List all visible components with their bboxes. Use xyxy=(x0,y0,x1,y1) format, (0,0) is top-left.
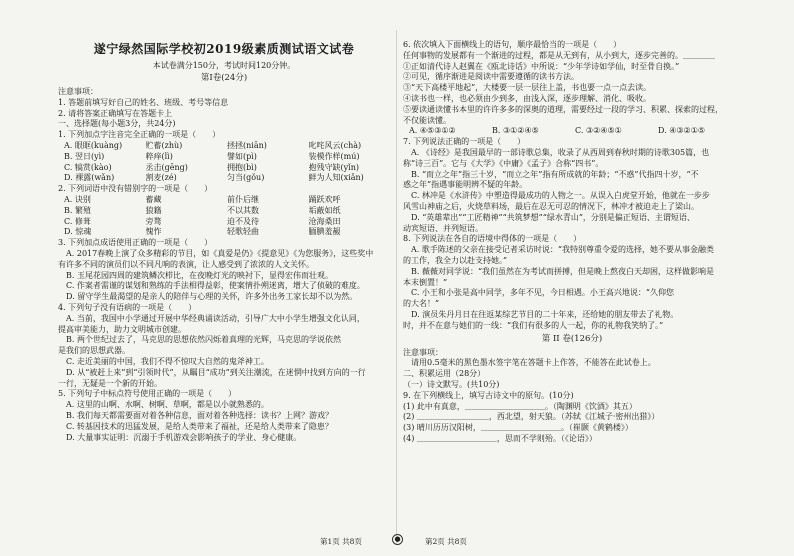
part-one-heading: 第Ⅰ卷(24分) xyxy=(200,73,248,83)
question-4-line: 是我们的思想武器。 xyxy=(58,346,130,356)
question-8-line: 的工作，我全力以赴支持她。” xyxy=(403,255,508,265)
option-cell: 旁骛 xyxy=(145,216,162,226)
question-6-stem: 6. 依次填入下面横线上的语句，顺序最恰当的一项是（ ） xyxy=(403,40,622,49)
question-5-line: D. 大量事实证明：沉溺于手机游戏会影响孩子的学业、身心健康。 xyxy=(66,432,302,442)
option-cell: 抱残守缺(yǐn) xyxy=(308,162,359,172)
question-9-line: (1) 此中有真意，＿＿＿＿＿＿＿＿＿＿。（陶渊明《饮酒》其五） xyxy=(403,401,637,411)
question-4-line: C. 走近美丽的中国，我们不得不惊叹大自然的鬼斧神工。 xyxy=(66,356,269,366)
option-cell: 腼腆羞赧 xyxy=(308,227,341,237)
option-cell: 迫不及待 xyxy=(227,216,259,226)
question-6-option-row xyxy=(403,126,741,137)
exam-page-2 xyxy=(403,40,741,532)
option-cell: 贮蓄(zhù) xyxy=(145,140,183,150)
option-cell: 狼籍 xyxy=(145,205,162,215)
option-cell: 蓄藏 xyxy=(145,194,162,204)
question-7-line: 动宾短语、并列短语。 xyxy=(403,223,483,233)
page-1-footer: 第1页 共8页 xyxy=(320,537,362,546)
option-cell: 轻歌轻曲 xyxy=(227,227,259,237)
question-9-line: (2) ＿＿＿＿＿＿＿＿＿，西北望，射天狼。（苏轼《江城子·密州出猎》） xyxy=(403,412,660,422)
question-9-stem: 9. 在下列横线上，填写古诗文中的原句。(10分) xyxy=(403,390,574,400)
question-7-line: B. “而立之年”指三十岁，“而立之年”指有所成就的年龄；“不惑”代指四十岁，“不 xyxy=(411,169,699,179)
question-8-line: C. 小王和小张是高中同学，多年不见，今日相遇。小王高兴地说：“久仰您 xyxy=(411,288,675,298)
option-cell: 譬如(pì) xyxy=(227,151,257,161)
option-cell: 垢蔽如纸 xyxy=(308,205,341,215)
question-2-option-row xyxy=(58,206,390,217)
question-8-line: 的大名！” xyxy=(403,299,440,309)
option-cell: 踊跃欢呼 xyxy=(308,194,341,204)
question-1-option-row xyxy=(58,141,390,152)
question-5-line: C. 转基因技术的迅猛发展，是给人类带来了福祉，还是给人类带来了隐患？ xyxy=(66,421,333,431)
question-8-line: D. 演员朱丹月日在往返某综艺节目的二十年来，还给她的朋友带去了礼物。 xyxy=(411,309,679,319)
option-cell: 叱咤风云(chà) xyxy=(308,140,362,150)
part-two-heading: 第 II 卷(126分) xyxy=(541,333,603,344)
question-3-line: A. 2017春晚上演了众多精彩的节目，如《真爱是仍》《提意见》《为您服务》，这些奖中 xyxy=(66,248,374,258)
question-3-line: D. 留守学生最渴望的是亲人的陪伴与心理的关怀，许多外出务工家长却不以为然。 xyxy=(66,292,358,302)
option-cell: D. 惊魂 xyxy=(64,227,92,237)
question-3-line: B. 玉尾花园四周的建筑鳞次栉比，在夜晚灯光的映衬下，显得宏伟而壮观。 xyxy=(66,270,333,280)
question-4-line: D. 从“被赶上来”到“引领时代”，从瞩目“成功”到关注潮流，在迷惘中找到方向的一行 xyxy=(66,367,366,377)
question-7-line: C. 林冲是《水浒传》中塑造得最成功的人物之一。从误入白虎堂开始，他就在一步步 xyxy=(411,191,710,201)
note-item: 1. 答题前填写好自己的姓名、班级、考号等信息 xyxy=(58,97,229,107)
option-cell: C. ③②④⑤① xyxy=(575,126,622,136)
option-cell: C. 犒赏(kào) xyxy=(64,162,112,172)
sub-section-heading: （一）诗文默写。(共10分) xyxy=(403,379,500,389)
question-4-line: 一行，无疑是一个新的开始。 xyxy=(58,378,162,388)
question-6-line: ④读书也一样，也必须由少到多，由浅入深，逐步理解、消化、吸收。 xyxy=(403,93,651,103)
option-cell: 粹痒(lì) xyxy=(145,151,173,161)
question-5-line: B. 我们每天都需要面对着各种信息，面对着各种选择：读书？上网？游戏？ xyxy=(66,410,333,420)
question-8-line: 时，并不在意与她们的一线：“我们有很多的人一起，你的礼物我笑纳了。” xyxy=(403,320,664,330)
question-7-stem: 7. 下列说法正确的一项是（ ） xyxy=(403,137,526,147)
question-4-line: 提高审美能力，助力文明城市创建。 xyxy=(58,324,186,334)
question-6-line: ①正如清代诗人赵翼在《瓯北诗话》中所说：“少年学诗如学仙，时至骨自换。” xyxy=(403,61,680,71)
option-cell: 拥抱(bì) xyxy=(227,162,257,172)
question-8-stem: 8. 下列说法在各自的语境中得体的一项是（ ） xyxy=(403,234,582,244)
question-4-line: A. 当前，我国中小学通过开展中华经典诵读活动，引导广大中小学生增强文化认同， xyxy=(66,313,365,323)
option-cell: 沧海桑田 xyxy=(308,216,341,226)
option-cell: D. 裸露(wǎn) xyxy=(64,173,115,183)
option-cell: A. 眼眶(kuàng) xyxy=(64,140,123,150)
option-cell: A. ④⑤③①② xyxy=(409,126,456,136)
option-cell: B. 繁殖 xyxy=(64,205,91,215)
question-2-option-row xyxy=(58,217,390,228)
question-9-line: (3) 晴川历历汉阳树，＿＿＿＿＿＿＿＿＿＿。（崔颢《黄鹤楼》） xyxy=(403,423,633,433)
option-cell: 匀当(gǒu) xyxy=(227,173,265,183)
question-2-option-row xyxy=(58,227,390,238)
notes-text: 请用0.5毫米的黑色墨水签字笔在答题卡上作答，不能答在此试卷上。 xyxy=(411,358,656,368)
question-5-line: A. 这里的山啊、水啊、树啊、草啊，都是以小就熟悉的。 xyxy=(66,400,269,410)
question-6-line: 不仅能读懂。 xyxy=(403,115,451,125)
note-item: 2. 请将答案正确填写在答题卡上 xyxy=(58,108,173,118)
option-cell: 不以其数 xyxy=(227,205,259,215)
option-cell: 拯拯(niān) xyxy=(227,140,267,150)
question-6-line: ②可见，循序渐进是阅读中需要遵循的读书方法。 xyxy=(403,72,579,82)
question-3-line: C. 作案者需谨的谋划和熟练的手法相得益彰，使案情扑朔迷离，增大了侦破的难度。 xyxy=(66,281,365,291)
question-2-option-row xyxy=(58,195,390,206)
question-8-line: B. 薇薇对同学说：“我们虽然在为考试而拼搏，但是晚上熬夜白天却困，这样做影响是 xyxy=(411,266,715,276)
section-two-heading: 二、积累运用（28分） xyxy=(403,369,486,379)
section-one-heading: 一、选择题(每小题3分，共24分) xyxy=(58,119,176,129)
option-cell: C. 修葺 xyxy=(64,216,91,226)
question-6-line: ⑤要读通读懂书本里的许许多多的深奥的道理，需要经过一段的学习、积累、探索的过程， xyxy=(403,104,723,114)
question-3-stem: 3. 下列加点成语使用正确的一项是（ ） xyxy=(58,238,213,248)
question-6-line: 任何事物的发展都有一个渐进的过程，都是从无到有，从小到大，逐步完善的。＿＿＿＿ xyxy=(403,50,715,60)
question-7-line: 称“诗三百”。它与《大学》《中庸》《孟子》合称“四书”。 xyxy=(403,158,604,168)
option-cell: 装模作样(mú) xyxy=(308,151,360,161)
option-cell: D. ④③②①⑤ xyxy=(658,126,706,136)
option-cell: 丞击(gēng) xyxy=(145,162,188,172)
question-8-line: 本末倒置！” xyxy=(403,277,448,287)
question-4-line: B. 两个世纪过去了，马克思的思想依然闪烁着真理的光辉，马克思的学说依然 xyxy=(66,335,341,345)
question-7-line: A. 《诗经》是我国最早的一部诗歌总集，收录了从西周到春秋时期的诗歌305篇，也 xyxy=(411,147,710,157)
question-7-line: 风雪山神庙之后，火烧草料场，最后在忍无可忍的情况下，林冲才被迫走上了梁山。 xyxy=(403,201,699,211)
question-4-stem: 4. 下列句子没有语病的一项是（ ） xyxy=(58,302,197,312)
question-1-option-row xyxy=(58,163,390,174)
notes-heading: 注意事项： xyxy=(58,87,98,96)
question-7-line: 惑之年”指遇事能明辨不疑的年龄。 xyxy=(403,180,528,190)
registration-mark-icon: ● xyxy=(392,534,403,545)
question-1-option-row xyxy=(58,173,390,184)
option-cell: A. 诀别 xyxy=(64,194,91,204)
question-7-line: D. “英雄辈出”“工匠精神”“共筑梦想”“绿水青山”，分别是偏正短语、主谓短语、 xyxy=(411,212,695,222)
question-6-line: ③“天下高楼平地起”，大楼要一层一层往上盖，书也要一点一点去读。 xyxy=(403,83,652,93)
page-fold-divider xyxy=(396,30,397,545)
option-cell: 鲜为人知(xiǎn) xyxy=(308,173,364,183)
exam-info: 本试卷满分150分，考试时间120分钟。 xyxy=(152,61,296,70)
question-9-line: (4) ＿＿＿＿＿＿＿＿＿＿，思而不学则殆。（《论语》） xyxy=(403,433,597,443)
question-1-option-row xyxy=(58,152,390,163)
notes-heading: 注意事项： xyxy=(403,347,443,357)
question-1-stem: 1. 下列加点字注音完全正确的一项是（ ） xyxy=(58,130,221,140)
question-5-stem: 5. 下列句子中标点符号使用正确的一项是（ ） xyxy=(58,389,237,399)
exam-page-1 xyxy=(58,40,390,532)
option-cell: 割麦(zé) xyxy=(145,173,177,183)
question-8-line: A. 歌手陈述的父亲在接受记者采访时说：“我特别尊重令爱的选择，她不要从事金融类 xyxy=(411,245,714,255)
exam-title: 遂宁绿然国际学校初2019级素质测试语文试卷 xyxy=(93,42,355,56)
option-cell: B. 翌日(yì) xyxy=(64,151,105,161)
question-3-line: 有许多不同的演员们以不同凡响的表演，让人感受到了浓浓的人文关怀。 xyxy=(58,259,314,269)
page-2-footer: 第2页 共8页 xyxy=(425,537,467,546)
option-cell: B. ③①②④⑤ xyxy=(492,126,539,136)
question-2-stem: 2. 下列词语中没有错别字的一项是（ ） xyxy=(58,184,213,194)
option-cell: 愧怍 xyxy=(145,227,162,237)
option-cell: 前仆后继 xyxy=(227,194,259,204)
